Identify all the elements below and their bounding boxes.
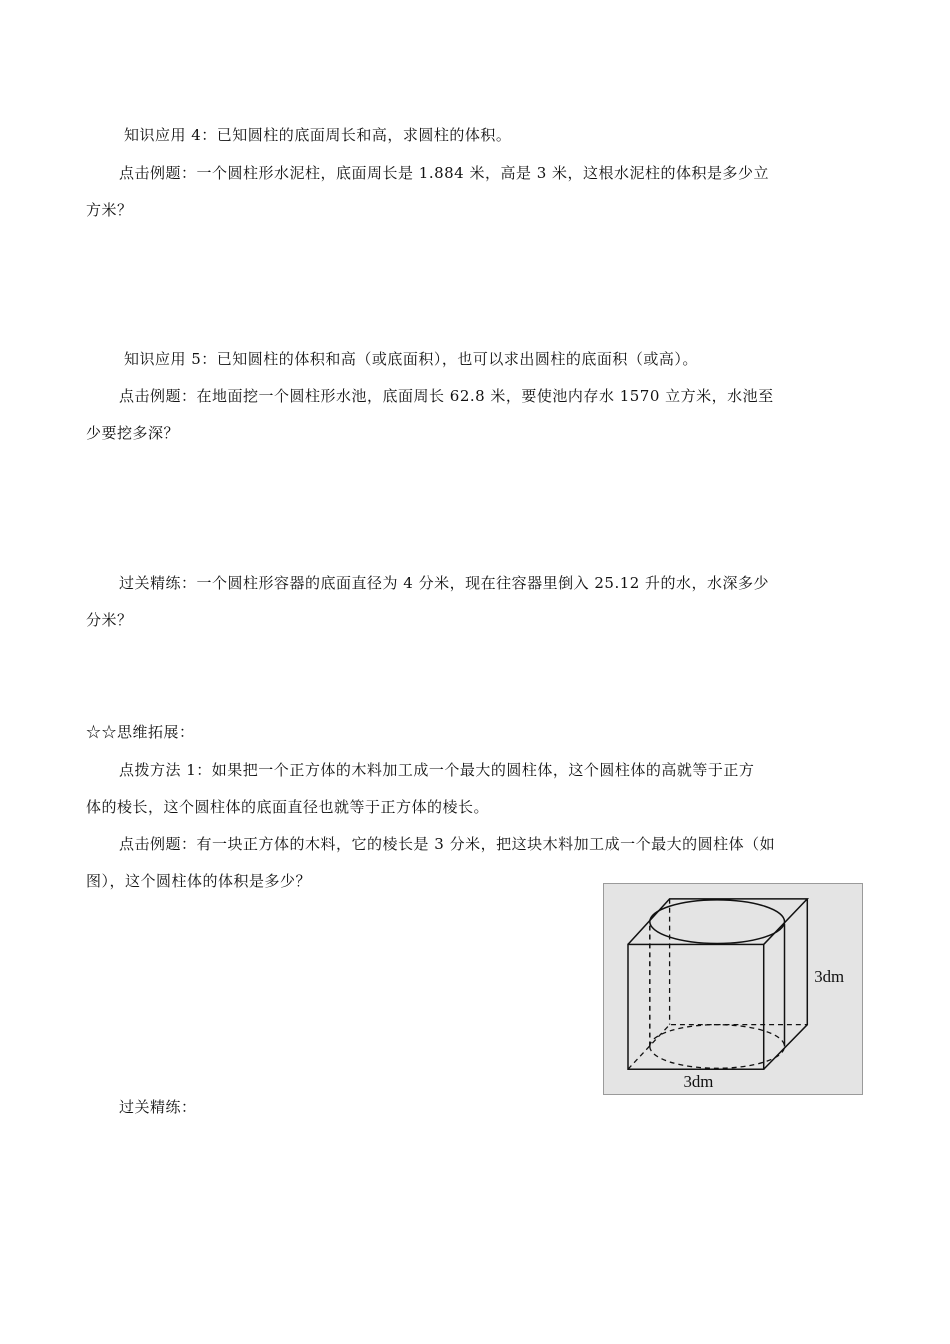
cube-cylinder-drawing: [604, 884, 862, 1094]
section4-example-line2: 方米？: [86, 201, 133, 219]
practice2-label: 过关精练：: [119, 1098, 197, 1116]
extension-example-line1: 点击例题：有一块正方体的木料，它的棱长是 3 分米，把这块木料加工成一个最大的圆柱体（如: [119, 835, 776, 853]
cube-top-face: [628, 899, 807, 945]
practice1-line2: 分米？: [86, 611, 133, 629]
cube-front-face: [628, 944, 764, 1069]
extension-method-line2: 体的棱长，这个圆柱体的底面直径也就等于正方体的棱长。: [86, 798, 490, 816]
cube-right-face: [764, 899, 808, 1069]
extension-method-line1: 点拨方法 1：如果把一个正方体的木料加工成一个最大的圆柱体，这个圆柱体的高就等于正方: [119, 761, 755, 779]
section5-example-line2: 少要挖多深？: [86, 424, 180, 442]
width-label: 3dm: [683, 1072, 714, 1092]
cube-hidden-bottom-edges: [628, 1025, 807, 1070]
practice1-line1: 过关精练：一个圆柱形容器的底面直径为 4 分米，现在往容器里倒入 25.12 升的水，水深多少: [119, 574, 770, 592]
extension-heading: ☆☆思维拓展：: [86, 723, 195, 741]
section4-heading: 知识应用 4：已知圆柱的底面周长和高，求圆柱的体积。: [124, 126, 512, 144]
extension-example-line2: 图），这个圆柱体的体积是多少？: [86, 872, 312, 890]
height-label: 3dm: [814, 967, 845, 987]
section5-heading: 知识应用 5：已知圆柱的体积和高（或底面积），也可以求出圆柱的底面积（或高）。: [124, 350, 698, 368]
section5-example-line1: 点击例题：在地面挖一个圆柱形水池，底面周长 62.8 米，要使池内存水 1570 立方米，水池至: [119, 387, 774, 405]
cube-cylinder-figure: [603, 883, 863, 1095]
section4-example-line1: 点击例题：一个圆柱形水泥柱，底面周长是 1.884 米，高是 3 米，这根水泥柱的体积是多少立: [119, 164, 770, 182]
